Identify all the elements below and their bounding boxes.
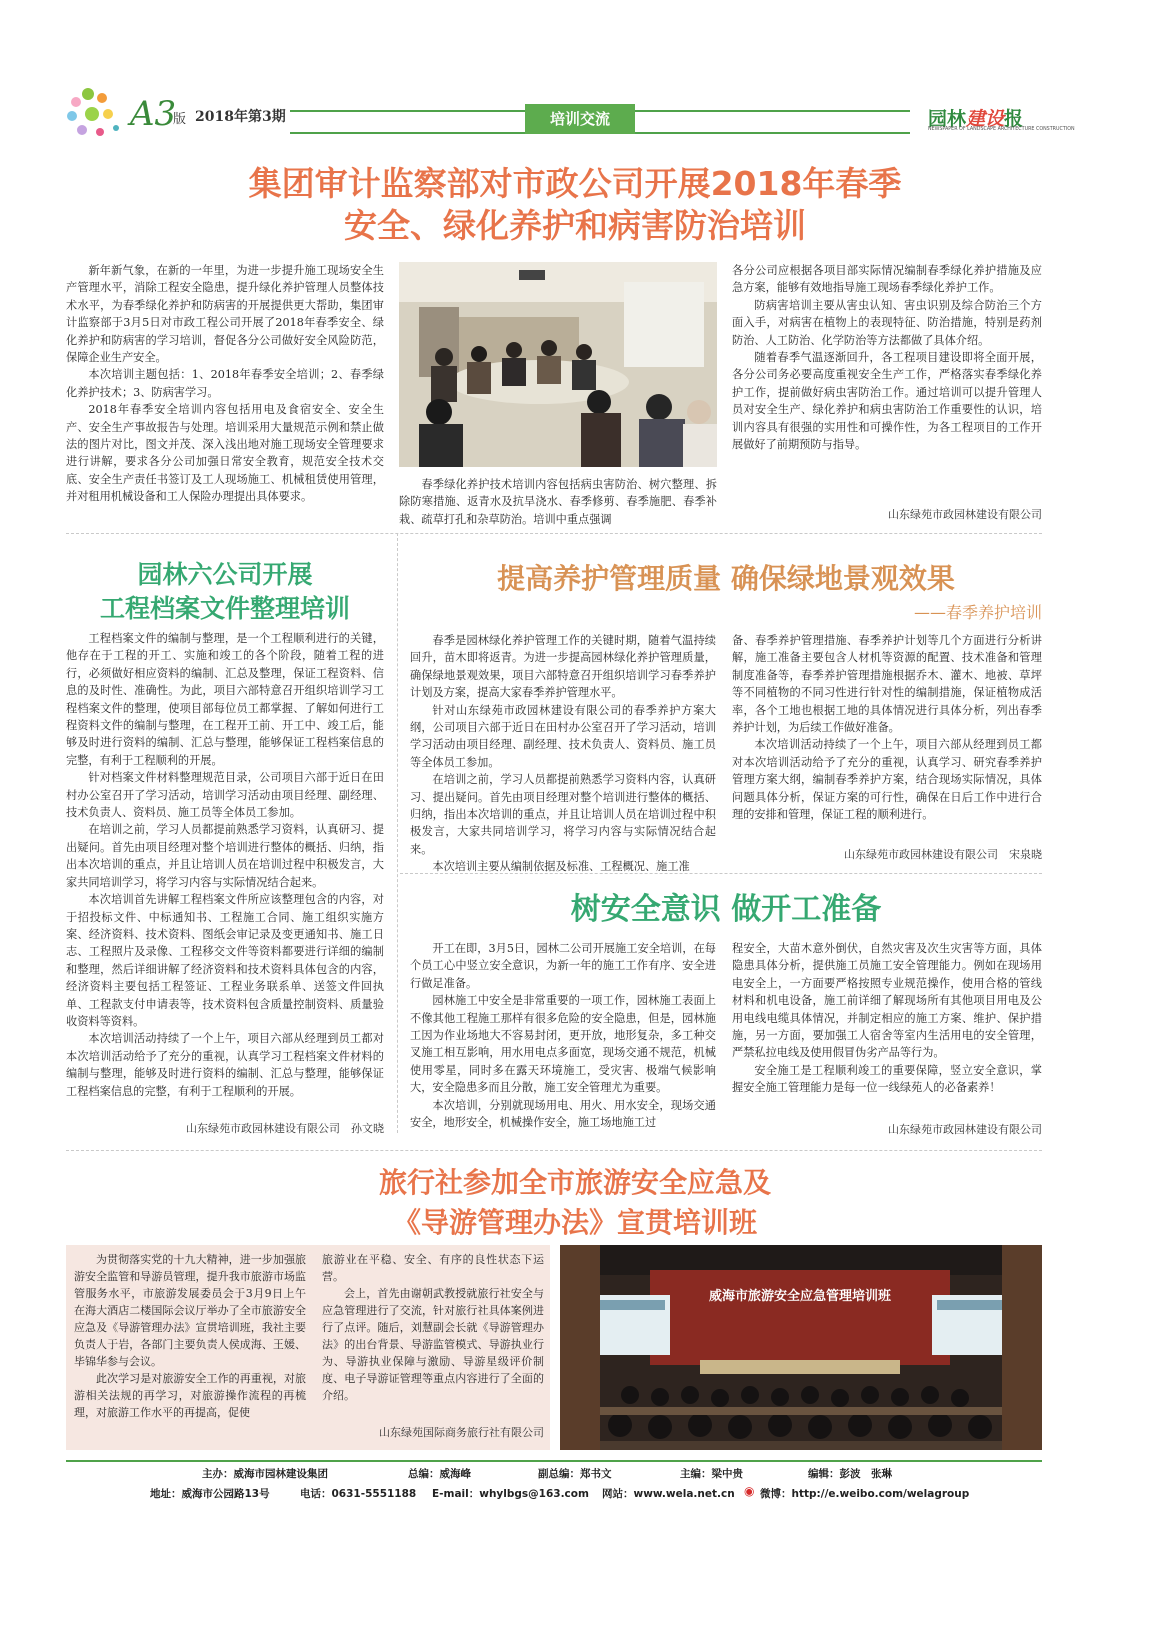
meeting-photo-illustration xyxy=(399,262,717,467)
paragraph: 安全施工是工程顺利竣工的重要保障，竖立安全意识，掌握安全施工管理能力是每一位一线绿苑人的必备素养！ xyxy=(732,1063,1042,1095)
article3-col2 xyxy=(732,632,1042,823)
article2-signature: 山东绿苑市政园林建设有限公司 孙文晓 xyxy=(186,1122,384,1135)
article1-col3 xyxy=(732,262,1042,453)
article4-signature: 山东绿苑市政园林建设有限公司 xyxy=(888,1123,1042,1136)
footer-chief-editor: 总编：威海峰 xyxy=(408,1468,471,1480)
paragraph: 旅游业在平稳、安全、有序的良性状态下运营。 xyxy=(322,1253,544,1283)
training-room-photo xyxy=(399,262,717,467)
footer-phone: 电话：0631-5551188 xyxy=(300,1488,417,1500)
paragraph: 开工在即，3月5日，园林二公司开展施工安全培训，在每个员工心中竖立安全意识，为新一年的施工工作有序、安全进行做足准备。 xyxy=(410,942,716,990)
article5-signature: 山东绿苑国际商务旅行社有限公司 xyxy=(379,1426,544,1439)
article2-title xyxy=(66,558,384,626)
article4-title: 树安全意识 做开工准备 xyxy=(570,892,882,927)
article5-title-line2: 《导游管理办法》宣贯培训班 xyxy=(392,1206,757,1239)
flower-logo-icon xyxy=(62,84,134,146)
footer-managing-editor: 主编：梁中贵 xyxy=(680,1468,743,1480)
article5-col2 xyxy=(322,1251,544,1404)
footer-address: 地址：威海市公园路13号 xyxy=(150,1488,270,1500)
paragraph: 新年新气象，在新的一年里，为进一步提升施工现场安全生产管理水平，消除工程安全隐患，提升绿化养护管理人员整体技术水平，为春季绿化养护和防病害的开展提供更大帮助，集团审计监察部于3月5日对市政工程公司开展了2018年春季安全、绿化养护和防病害的学习培训，督促各分公司做好安全风险防范，保障企业生产安全。 xyxy=(66,264,384,365)
conference-photo xyxy=(560,1245,1042,1450)
divider xyxy=(400,873,1042,874)
paragraph: 本次培训活动持续了一个上午，项目六部从经理到员工都对本次培训活动给予了充分的重视，认真学习工程档案文件材料的编制与整理，能够及时进行资料的编制、汇总与整理，能够保证工程档案信息的完整，有利于工程顺利的开展。 xyxy=(66,1032,384,1098)
article2-body xyxy=(66,630,384,1100)
article3-title: 提高养护管理质量 确保绿地景观效果 xyxy=(497,562,955,595)
paragraph: 在培训之前，学习人员都提前熟悉学习资料，认真研习、提出疑问。首先由项目经理对整个培训进行整体的概括、归纳，指出本次培训的重点，并且让培训人员在培训过程中积极发言，大家共同培训学习，将学习内容与实际情况结合起来。 xyxy=(66,823,384,889)
brand-english: NEWSPAPER OF LANDSCAPE ARCHITECTURE CONSTRUCTION xyxy=(928,127,1075,132)
article3-col1 xyxy=(410,632,716,876)
paragraph: 各分公司应根据各项目部实际情况编制春季绿化养护措施及应急方案，能够有效地指导施工现场春季绿化养护工作。 xyxy=(732,264,1042,295)
article3-signature: 山东绿苑市政园林建设有限公司 宋泉晓 xyxy=(844,848,1042,861)
article1-signature: 山东绿苑市政园林建设有限公司 xyxy=(888,508,1042,521)
paragraph: 针对山东绿苑市政园林建设有限公司的春季养护方案大纲，公司项目六部于近日在田村办公室召开了学习活动，培训学习活动由项目经理、副经理、技术负责人、资料员、施工员等全体员工参加。 xyxy=(410,703,716,769)
article2-title-line1: 园林六公司开展 xyxy=(137,560,313,589)
footer-deputy-editor: 副总编：郑书文 xyxy=(538,1468,612,1480)
issue-number: 2018年第3期 xyxy=(195,109,286,125)
paragraph: 本次培训主题包括：1、2018年春季安全培训；2、春季绿化养护技术；3、防病害学习。 xyxy=(66,368,384,399)
weibo-icon: ◉ xyxy=(744,1484,755,1498)
article5-col1 xyxy=(74,1251,306,1421)
masthead xyxy=(0,0,1150,140)
paragraph: 在培训之前，学习人员都提前熟悉学习资料内容，认真研习、提出疑问。首先由项目经理对整个培训进行整体的概括、归纳，指出本次培训的重点，并且让培训人员在培训过程中积极发言，大家共同培训学习，将学习内容与实际情况结合起来。 xyxy=(410,773,716,856)
divider xyxy=(66,1150,1042,1151)
column-divider xyxy=(397,533,398,1133)
page-label: A3 xyxy=(130,94,177,134)
paragraph: 2018年春季安全培训内容包括用电及食宿安全、安全生产、安全生产事故报告与处理。培训采用大量规范示例和禁止做法的图片对比，图文并茂、深入浅出地对施工现场安全管理要求进行讲解，要求各分公司加强日常安全教育，规范安全技术交底、安全生产责任书签订及工人现场施工、机械租赁使用管理，并对租用机械设备和工人保险办理提出具体要求。 xyxy=(66,403,384,504)
article1-col1 xyxy=(66,262,384,506)
paragraph: 本次培训首先讲解工程档案文件所应该整理包含的内容，对于招投标文件、中标通知书、工程施工合同、施工组织实施方案、经济资料、技术资料、图纸会审记录及变更通知书、施工日志、工程照片及录像、工程移交文件等资料都要进行详细的编制和整理，然后详细讲解了经济资料和技术资料具体包含的内容，经济资料主要包括工程签证、工程业务联系单、送签文件回执单、工程款支付申请表等，技术资料包含质量控制资料、质量验收资料等资料。 xyxy=(66,893,384,1028)
footer-website: 网站：www.wela.net.cn xyxy=(602,1488,735,1500)
conference-photo-illustration xyxy=(560,1245,1042,1450)
paragraph: 针对档案文件材料整理规范目录，公司项目六部于近日在田村办公室召开了学习活动，培训学习活动由项目经理、副经理、技术负责人、资料员、施工员等全体员工参加。 xyxy=(66,771,384,820)
footer-rule xyxy=(66,1460,1042,1462)
footer-sponsor: 主办：威海市园林建设集团 xyxy=(202,1468,328,1480)
article4-col2 xyxy=(732,940,1042,1097)
footer-editors: 编辑：彭波 张琳 xyxy=(808,1468,892,1480)
paragraph: 春季是园林绿化养护管理工作的关键时期，随着气温持续回升，苗木即将返青。为进一步提高园林绿化养护管理质量，确保绿地景观效果，项目六部特意召开组织培训学习春季养护计划及方案，提高大家春季养护管理水平。 xyxy=(410,634,716,700)
photo1-caption xyxy=(399,476,717,528)
brand-part-b: 建设 xyxy=(966,108,1005,130)
paragraph: 随着春季气温逐渐回升，各工程项目建设即将全面开展，各分公司务必要高度重视安全生产工作，严格落实春季绿化养护工作，提前做好病虫害防治工作。通过培训可以提升管理人员对安全生产、绿化养护和病虫害防治工作重要性的认识，培训内容具有很强的实用性和可操作性，为各工程项目的工作开展做好了前期预防与指导。 xyxy=(732,351,1042,452)
paragraph: 为贯彻落实党的十九大精神，进一步加强旅游安全监管和导游员管理，提升我市旅游市场监管服务水平，市旅游发展委员会于3月9日上午在海大酒店二楼国际会议厅举办了全市旅游安全应急及《导游管理办法》宣贯培训班，我社主要负责人于岩，各部门主要负责人侯成海、王媛、毕锦华参与会议。 xyxy=(74,1253,306,1368)
brand-part-c: 报 xyxy=(1004,108,1024,130)
paragraph: 本次培训主要从编制依据及标准、工程概况、施工准 xyxy=(432,860,690,874)
divider xyxy=(66,533,1042,534)
article4-col1 xyxy=(410,940,716,1131)
paragraph: 春季绿化养护技术培训内容包括病虫害防治、树穴整理、拆除防寒措施、返青水及抗旱浇水、春季修剪、春季施肥、春季补栽、疏草打孔和杂草防治。培训中重点强调 xyxy=(399,478,717,526)
article5-title xyxy=(100,1163,1050,1243)
section-label: 培训交流 xyxy=(525,104,635,134)
brand-part-a: 园林 xyxy=(928,108,967,130)
paragraph: 此次学习是对旅游安全工作的再重视，对旅游相关法规的再学习，对旅游操作流程的再梳理，对旅游工作水平的再提高，促使 xyxy=(74,1372,306,1419)
article5-title-line1: 旅行社参加全市旅游安全应急及 xyxy=(378,1166,771,1199)
article3-subtitle: ——春季养护培训 xyxy=(913,603,1042,622)
paragraph: 防病害培训主要从害虫认知、害虫识别及综合防治三个方面入手，对病害在植物上的表现特征、防治措施，特别是药剂防治、人工防治、化学防治等方法都做了具体介绍。 xyxy=(732,298,1042,347)
paragraph: 园林施工中安全是非常重要的一项工作，园林施工表面上不像其他工程施工那样有很多危险的安全隐患，但是，园林施工因为作业场地大不容易封闭，更开放，地形复杂，多工种交叉施工相互影响，用水用电点多面宽，现场交通不规范，机械使用零星，同时多在露天环境施工，受灾害、极端气候影响大，安全隐患多而且分散，施工安全管理尤为重要。 xyxy=(410,994,716,1095)
paragraph: 工程档案文件的编制与整理，是一个工程顺利进行的关键，他存在于工程的开工、实施和竣工的各个阶段，随着工程的进行，必须做好相应资料的编制、汇总及整理，保证工程资料、信息的及时性、准确性。为此，项目六部特意召开组织培训学习工程档案文件的整理，使项目部每位员工都掌握、了解如何进行工程资料文件的编制与整理，在工程开工前、开工中、竣工后，能够及时进行资料的编制、汇总与整理，能够保证工程档案信息的完整，有利于工程顺利的开展。 xyxy=(66,632,384,767)
paragraph: 备、春季养护管理措施、春季养护计划等几个方面进行分析讲解，施工准备主要包含人材机等资源的配置、技术准备和管理制度准备等，春季养护管理措施根据乔木、灌木、地被、草坪等不同植物的不同习性进行针对性的编制措施，保证植物成活率，各个工地也根据工地的具体情况进行具体分析，列出春季养护计划，为后续工作做好准备。 xyxy=(732,634,1042,735)
screen-banner-text: 威海市旅游安全应急管理培训班 xyxy=(708,1289,891,1304)
article1-title xyxy=(100,163,1050,247)
page-suffix: 版 xyxy=(173,112,187,127)
paragraph: 本次培训，分别就现场用电、用火、用水安全，现场交通安全，地形安全，机械操作安全，施工场地施工过 xyxy=(410,1098,716,1130)
article1-title-line2: 安全、绿化养护和病害防治培训 xyxy=(344,206,806,245)
paragraph: 会上，首先由谢朝武教授就旅行社安全与应急管理进行了交流，针对旅行社具体案例进行了点评。随后，刘慧副会长就《导游管理办法》的出台背景、导游监管模式、导游执业行为、导游执业保障与激励、导游星级评价制度、电子导游证管理等重点内容进行了全面的介绍。 xyxy=(322,1287,544,1402)
paragraph: 本次培训活动持续了一个上午，项目六部从经理到员工都对本次培训活动给予了充分的重视，认真学习、研究春季养护管理方案大纲，编制春季养护方案，结合现场实际情况，具体问题具体分析，保证方案的可行性，确保在日后工作中进行合理的安排和管理，保证工程的顺利进行。 xyxy=(732,738,1042,822)
paragraph: 程安全，大苗木意外倒伏，自然灾害及次生灾害等方面，具体隐患具体分析，提供施工员施工安全管理能力。例如在现场用电安全上，一方面要严格按照专业规范操作，使用合格的管线材料和机电设备，施工前详细了解现场所有其他项目用电及公用电线电缆具体情况，并制定相应的施工方案、维护、保护措施，另一方面，要加强工人宿舍等室内生活用电的安全管理，严禁私拉电线及使用假冒伪劣产品等行为。 xyxy=(732,942,1042,1060)
footer-weibo: 微博：http://e.weibo.com/welagroup xyxy=(760,1488,970,1500)
footer-email: E-mail：whylbgs@163.com xyxy=(432,1488,589,1500)
article1-title-line1: 集团审计监察部对市政公司开展2018年春季 xyxy=(248,164,902,203)
article2-title-line2: 工程档案文件整理培训 xyxy=(99,594,350,623)
